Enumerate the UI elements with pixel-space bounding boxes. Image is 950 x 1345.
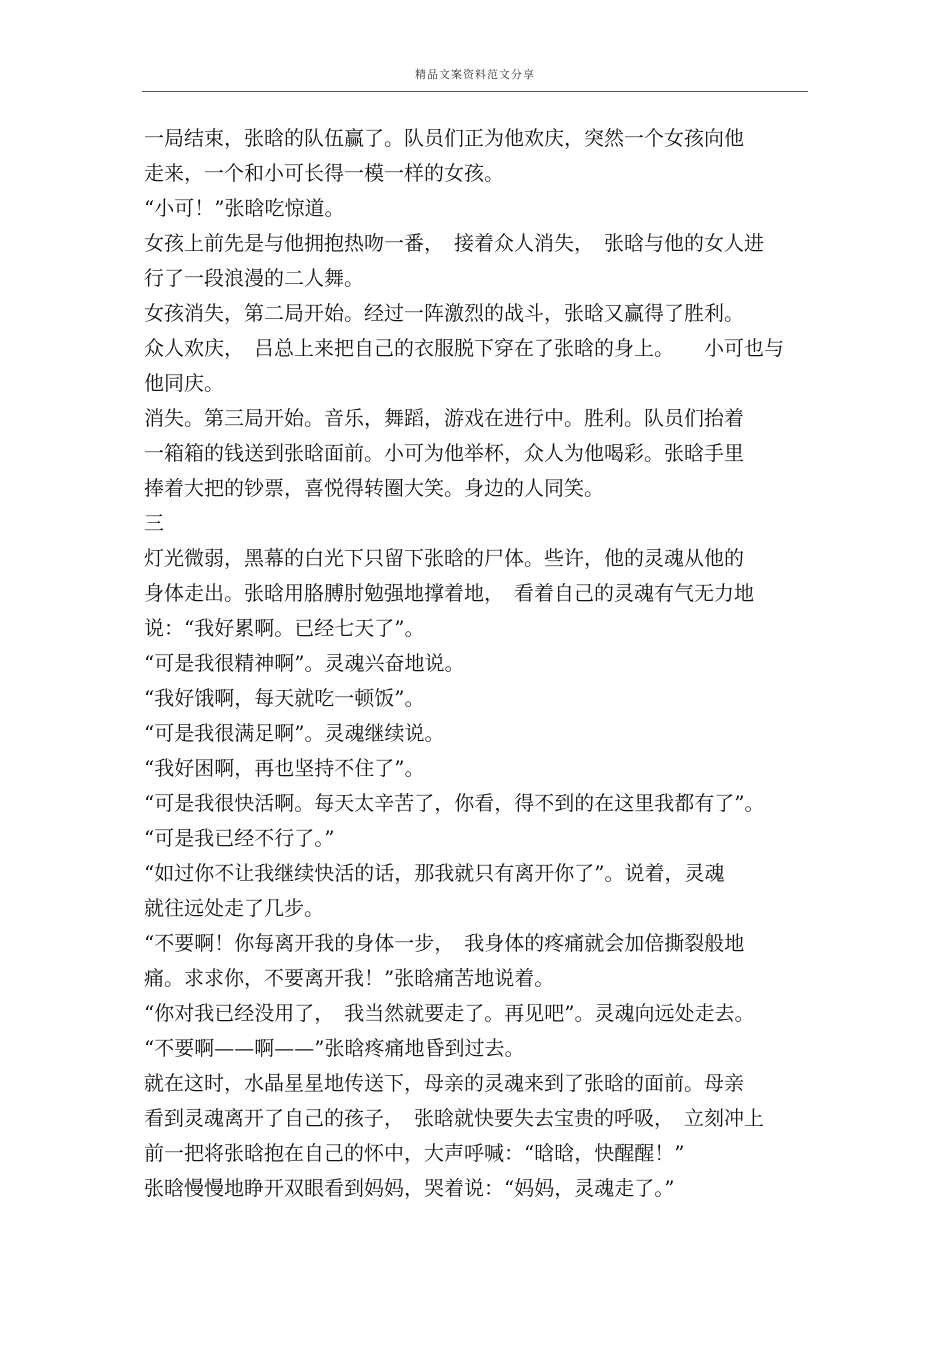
- page-header: 精品文案资料范文分享: [415, 68, 535, 81]
- text-line: “可是我很快活啊。每天太辛苦了，你看，得不到的在这里我都有了”。: [144, 791, 765, 815]
- text-line: 走来，一个和小可长得一模一样的女孩。: [144, 161, 504, 185]
- text-line: “小可！”张晗吃惊道。: [144, 196, 345, 220]
- text-line: “你对我已经没用了， 我当然就要走了。再见吧”。灵魂向远处走去。: [144, 1001, 755, 1025]
- document-body: [144, 121, 824, 1206]
- text-line: “如过你不让我继续快活的话，那我就只有离开你了”。说着，灵魂: [144, 861, 725, 885]
- text-line: 说：“我好累啊。已经七天了”。: [144, 616, 425, 640]
- text-line: 他同庆。: [144, 371, 224, 395]
- text-line: 痛。求求你，不要离开我！”张晗痛苦地说着。: [144, 966, 555, 990]
- text-line: 就往远处走了几步。: [144, 896, 324, 920]
- text-line: 消失。第三局开始。音乐，舞蹈，游戏在进行中。胜利。队员们抬着: [144, 406, 744, 430]
- text-line: 女孩上前先是与他拥抱热吻一番， 接着众人消失， 张晗与他的女人进: [144, 231, 764, 255]
- text-line: 一局结束，张晗的队伍赢了。队员们正为他欢庆，突然一个女孩向他: [144, 126, 744, 150]
- text-line: 女孩消失，第二局开始。经过一阵激烈的战斗，张晗又赢得了胜利。: [144, 301, 744, 325]
- header-divider: [142, 91, 808, 92]
- text-line: “不要啊——啊——”张晗疼痛地昏到过去。: [144, 1036, 525, 1060]
- text-line: “我好困啊，再也坚持不住了”。: [144, 756, 425, 780]
- text-line: “可是我很满足啊”。灵魂继续说。: [144, 721, 445, 745]
- text-line: 前一把将张晗抱在自己的怀中，大声呼喊：“晗晗，快醒醒！”: [144, 1141, 685, 1165]
- section-heading: 三: [144, 511, 164, 535]
- text-line: 就在这时，水晶星星地传送下，母亲的灵魂来到了张晗的面前。母亲: [144, 1071, 744, 1095]
- text-line: 灯光微弱，黑幕的白光下只留下张晗的尸体。些许，他的灵魂从他的: [144, 546, 744, 570]
- text-line: 行了一段浪漫的二人舞。: [144, 266, 364, 290]
- text-line: 捧着大把的钞票，喜悦得转圈大笑。身边的人同笑。: [144, 476, 604, 500]
- text-line: 众人欢庆， 吕总上来把自己的衣服脱下穿在了张晗的身上。 小可也与: [144, 336, 784, 360]
- text-line: “不要啊！你每离开我的身体一步， 我身体的疼痛就会加倍撕裂般地: [144, 931, 745, 955]
- text-line: 一箱箱的钱送到张晗面前。小可为他举杯，众人为他喝彩。张晗手里: [144, 441, 744, 465]
- text-line: “我好饿啊，每天就吃一顿饭”。: [144, 686, 425, 710]
- text-line: 看到灵魂离开了自己的孩子， 张晗就快要失去宝贵的呼吸， 立刻冲上: [144, 1106, 764, 1130]
- text-line: 身体走出。张晗用胳膊肘勉强地撑着地， 看着自己的灵魂有气无力地: [144, 581, 754, 605]
- text-line: 张晗慢慢地睁开双眼看到妈妈，哭着说：“妈妈，灵魂走了。”: [144, 1176, 675, 1200]
- text-line: “可是我已经不行了。”: [144, 826, 335, 850]
- text-line: “可是我很精神啊”。灵魂兴奋地说。: [144, 651, 465, 675]
